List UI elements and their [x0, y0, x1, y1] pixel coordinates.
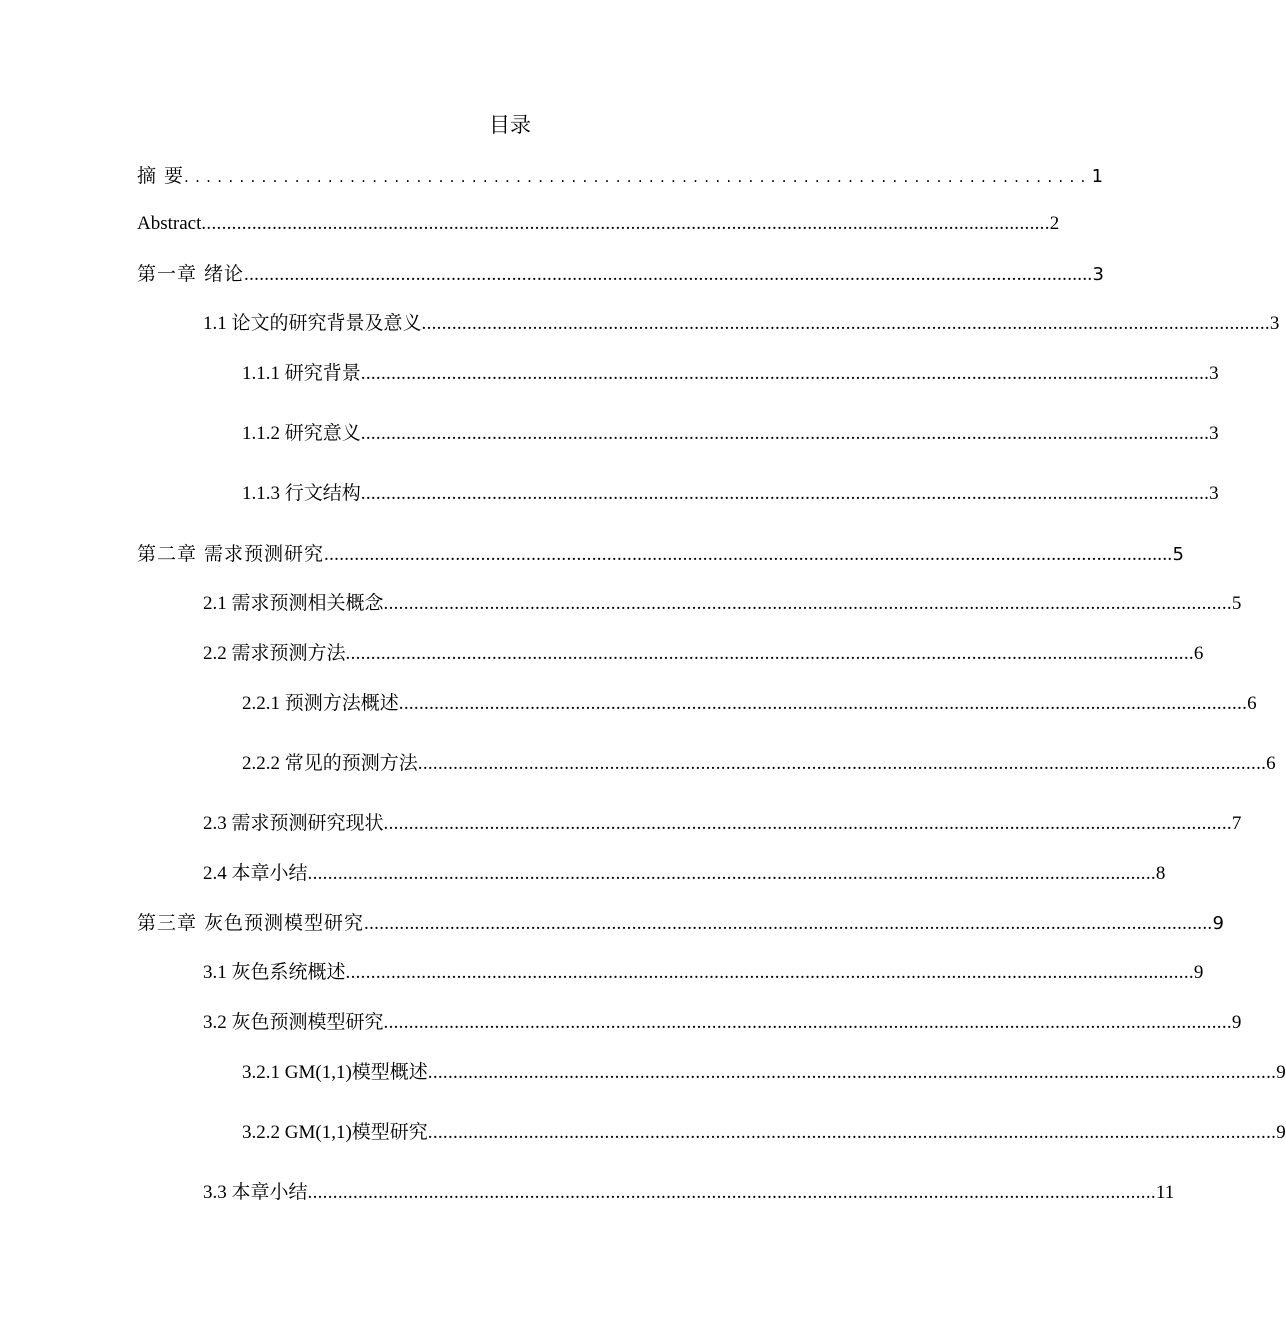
- toc-page-number: 5: [1172, 544, 1184, 565]
- toc-leader: ........................................................................................................................................................................: [360, 423, 1210, 444]
- toc-entry-text: 3.2 灰色预测模型研究: [203, 1012, 384, 1033]
- toc-entry-section-2-1[interactable]: [203, 589, 1242, 619]
- toc-leader: ........................................................................................................................................................................: [427, 1062, 1277, 1083]
- toc-entry-text: 3.3 本章小结: [203, 1182, 308, 1203]
- toc-entry-text: 1.1 论文的研究背景及意义: [203, 313, 422, 334]
- toc-entry-text: 2.2.1 预测方法概述: [242, 693, 399, 714]
- toc-leader: ........................................................................................................................................................................: [383, 813, 1232, 834]
- toc-entry-section-3-3[interactable]: [203, 1178, 1175, 1208]
- toc-leader: ........................................................................................................................................................................: [427, 1122, 1277, 1143]
- toc-entry-text: 1.1.3 行文结构: [242, 483, 361, 504]
- toc-leader: ..................................................................................: [184, 168, 1092, 186]
- toc-leader: ........................................................................................................................................................................: [345, 962, 1194, 983]
- toc-entry-abstract-en[interactable]: [137, 209, 1060, 239]
- toc-entry-text: 2.4 本章小结: [203, 863, 308, 884]
- toc-leader: ........................................................................................................................................................................: [307, 863, 1156, 884]
- toc-entry-subsection-3-2-2[interactable]: [242, 1118, 1286, 1148]
- toc-entry-subsection-3-2-1[interactable]: [242, 1058, 1286, 1088]
- toc-entry-section-3-2[interactable]: [203, 1008, 1242, 1038]
- toc-entry-subsection-1-1-2[interactable]: [242, 419, 1219, 449]
- toc-page-number: 9: [1212, 913, 1224, 934]
- toc-leader: ........................................................................................................................................................................: [324, 544, 1173, 565]
- toc-entry-text: 3.2.1 GM(1,1)模型概述: [242, 1062, 428, 1083]
- toc-entry-subsection-1-1-1[interactable]: [242, 359, 1219, 389]
- toc-leader: ........................................................................................................................................................................: [360, 363, 1210, 384]
- toc-page-number: 9: [1276, 1122, 1286, 1143]
- toc-page-number: 5: [1231, 593, 1242, 614]
- toc-entry-text: 第三章 灰色预测模型研究: [137, 912, 365, 934]
- toc-page-number: 6: [1247, 693, 1257, 714]
- toc-leader: ........................................................................................................................................................................: [383, 1012, 1232, 1033]
- toc-entry-text: 2.3 需求预测研究现状: [203, 813, 384, 834]
- toc-page-number: 11: [1155, 1182, 1175, 1203]
- toc-entry-section-2-4[interactable]: [203, 859, 1166, 889]
- toc-page-number: 6: [1266, 753, 1276, 774]
- toc-entry-section-2-3[interactable]: [203, 809, 1242, 839]
- toc-entry-text: 2.2 需求预测方法: [203, 643, 346, 664]
- toc-entry-subsection-2-2-2[interactable]: [242, 749, 1276, 779]
- toc-page-number: 9: [1231, 1012, 1242, 1033]
- toc-entry-chapter-2[interactable]: [137, 539, 1184, 569]
- toc-page-number: 3: [1092, 264, 1104, 285]
- toc-leader: ........................................................................................................................................................................: [244, 264, 1093, 285]
- toc-leader: ........................................................................................................................................................................: [201, 213, 1050, 234]
- toc-leader: ........................................................................................................................................................................: [421, 313, 1270, 334]
- toc-leader: ........................................................................................................................................................................: [345, 643, 1194, 664]
- toc-page-number: 8: [1155, 863, 1166, 884]
- toc-leader: ........................................................................................................................................................................: [417, 753, 1267, 774]
- toc-page-number: 3: [1209, 483, 1219, 504]
- toc-entry-section-3-1[interactable]: [203, 958, 1204, 988]
- toc-leader: ........................................................................................................................................................................: [364, 913, 1213, 934]
- toc-entry-text: Abstract: [137, 213, 202, 234]
- toc-page-number: 7: [1231, 813, 1242, 834]
- toc-page-number: 6: [1193, 643, 1204, 664]
- toc-page-number: 9: [1276, 1062, 1286, 1083]
- toc-entry-text: 1.1.2 研究意义: [242, 423, 361, 444]
- toc-page-number: 3: [1209, 363, 1219, 384]
- toc-page-number: 1: [1091, 166, 1104, 187]
- toc-page-number: 3: [1209, 423, 1219, 444]
- toc-title: 目录: [489, 113, 531, 137]
- toc-page-number: 3: [1269, 313, 1280, 334]
- toc-entry-section-1-1[interactable]: [203, 309, 1280, 339]
- toc-entry-section-2-2[interactable]: [203, 639, 1204, 669]
- toc-entry-subsection-1-1-3[interactable]: [242, 479, 1219, 509]
- toc-leader: ........................................................................................................................................................................: [360, 483, 1210, 504]
- toc-entry-text: 2.2.2 常见的预测方法: [242, 753, 418, 774]
- toc-entry-text: 第一章 绪论: [137, 263, 245, 285]
- toc-entry-text: 摘 要: [137, 165, 185, 187]
- toc-entry-text: 3.1 灰色系统概述: [203, 962, 346, 983]
- toc-entry-chapter-3[interactable]: [137, 908, 1224, 938]
- toc-leader: ........................................................................................................................................................................: [383, 593, 1232, 614]
- toc-entry-text: 1.1.1 研究背景: [242, 363, 361, 384]
- toc-entry-chapter-1[interactable]: [137, 259, 1104, 289]
- toc-entry-abstract-cn[interactable]: [137, 161, 1104, 191]
- toc-entry-subsection-2-2-1[interactable]: [242, 689, 1257, 719]
- toc-page-number: 2: [1049, 213, 1060, 234]
- toc-leader: ........................................................................................................................................................................: [398, 693, 1248, 714]
- toc-entry-text: 第二章 需求预测研究: [137, 543, 325, 565]
- toc-leader: ........................................................................................................................................................................: [307, 1182, 1156, 1203]
- toc-entry-text: 3.2.2 GM(1,1)模型研究: [242, 1122, 428, 1143]
- toc-page-number: 9: [1193, 962, 1204, 983]
- toc-entry-text: 2.1 需求预测相关概念: [203, 593, 384, 614]
